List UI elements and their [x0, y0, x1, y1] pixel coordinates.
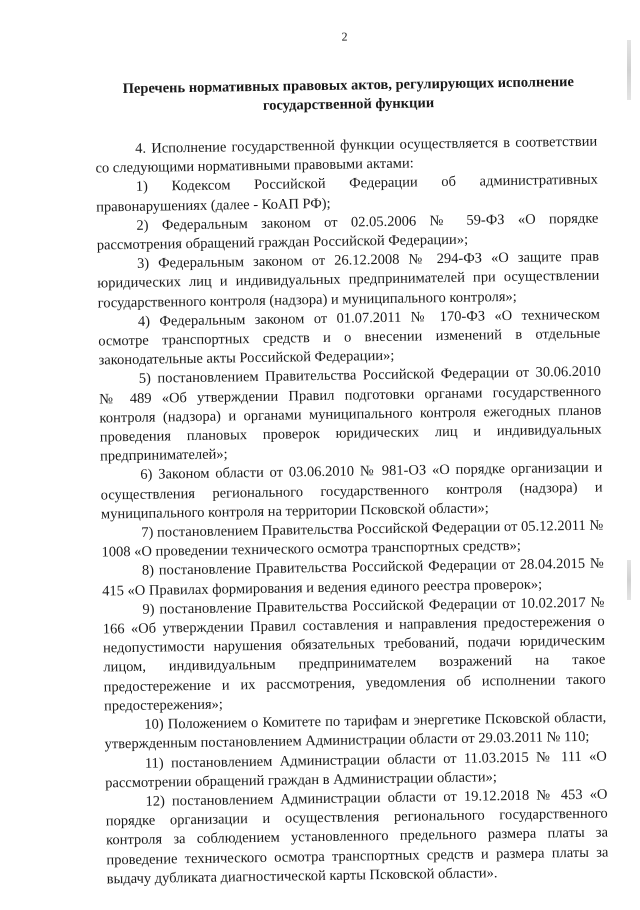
list-item-11: 11) постановлением Администрации области от 11.03.2015 № 111 «О рассмотрении обращений граждан в Администрации области»;	[105, 748, 607, 792]
list-item-4: 4) Федеральным законом от 01.07.2011 № 170-ФЗ «О техническом осмотре транспортных средств и о внесении изменений в отдельные законодательные акты Российской Федерации»;	[98, 306, 601, 369]
list-item-9: 9) постановление Правительства Российской Федерации от 10.02.2017 № 166 «Об утверждении Правил составления и направления предостережения о недопустимости нарушения обязательных требований, подачи юридическим лицом, индивидуальным предпринимателем возражений на такое предостережение и их рассмотрения, уведомления об исполнении такого предостережения»;	[102, 594, 606, 715]
list-item-12: 12) постановлением Администрации области от 19.12.2018 № 453 «О порядке организации и осуществления регионального государственного контроля за соблюдением установленного предельного размера платы за проведение технического осмотра транспортных средств и размера платы за выдачу дубликата диагностической карты Псковской области».	[105, 786, 609, 888]
scan-edge-mark	[627, 560, 631, 600]
title-line-2: государственной функции	[262, 95, 435, 114]
document-title	[94, 73, 597, 119]
list-item-7: 7) постановлением Правительства Российской Федерации от 05.12.2011 № 1008 «О проведении технического осмотра транспортных средств»;	[101, 517, 604, 561]
page-number: 2	[341, 29, 348, 44]
list-item-3: 3) Федеральным законом от 26.12.2008 № 294-ФЗ «О защите прав юридических лиц и индивидуальных предпринимателей при осуществлении государственного контроля (надзора) и муниципального контроля»;	[97, 248, 600, 312]
scan-edge-mark	[627, 40, 631, 100]
list-item-8: 8) постановление Правительства Российской Федерации от 28.04.2015 № 415 «О Правилах формирования и ведения единого реестра проверок»;	[102, 556, 604, 600]
list-item-2: 2) Федеральным законом от 02.05.2006 № 59-ФЗ «О порядке рассмотрения обращений граждан Российской Федерации»;	[96, 210, 599, 254]
list-item-1: 1) Кодексом Российской Федерации об административных правонарушениях (далее - КоАП РФ);	[96, 172, 598, 216]
list-item-6: 6) Законом области от 03.06.2010 № 981-ОЗ «О порядке организации и осуществления регионального государственного контроля (надзора) и муниципального контроля на территории Псковской области»;	[100, 460, 603, 523]
list-item-5: 5) постановлением Правительства Российской Федерации от 30.06.2010 № 489 «Об утверждении Правил подготовки органами государственного контроля (надзора) и органами муниципального контроля ежегодных планов проведения плановых проверок юридических лиц и индивидуальных предпринимателей»;	[99, 364, 602, 465]
intro-paragraph: 4. Исполнение государственной функции осуществляется в соответствии со следующими нормативными правовыми актами:	[95, 133, 598, 177]
title-line-1: Перечень нормативных правовых актов, регулирующих исполнение	[122, 73, 575, 98]
list-item-10: 10) Положением о Комитете по тарифам и энергетике Псковской области, утвержденным постановлением Администрации области от 29.03.2011 № 110;	[104, 709, 607, 753]
